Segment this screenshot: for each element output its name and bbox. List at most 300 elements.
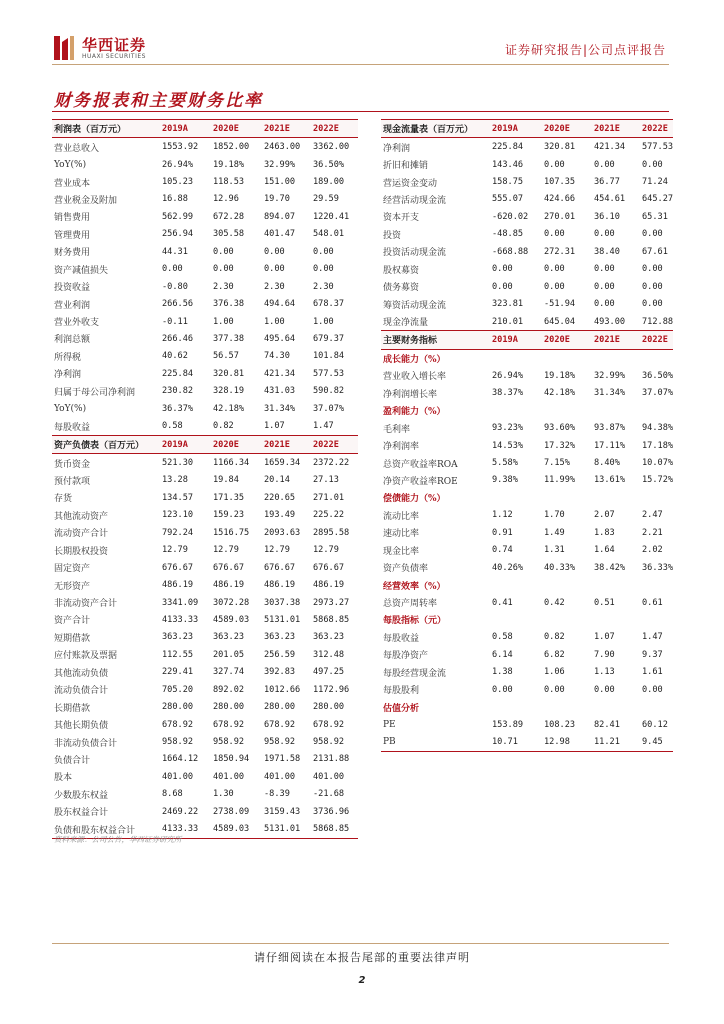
value-cell: 0.58	[162, 421, 183, 432]
value-cell: 19.18%	[544, 370, 576, 381]
value-cell: 270.01	[544, 211, 576, 222]
row-label: 长期股权投资	[54, 546, 109, 557]
value-cell: 645.27	[642, 194, 673, 205]
value-cell: 0.41	[492, 597, 513, 608]
row-label: 现金净流量	[383, 318, 429, 329]
value-cell: 1.00	[313, 316, 334, 327]
value-cell: 676.67	[213, 562, 245, 573]
report-type-label: 证券研究报告|公司点评报告	[504, 43, 666, 57]
value-cell: 1664.12	[162, 754, 199, 765]
value-cell: 210.01	[492, 316, 524, 327]
table-row	[381, 138, 673, 156]
value-cell: 158.75	[492, 177, 524, 188]
value-cell: 377.38	[213, 333, 245, 344]
row-label: 总资产周转率	[383, 599, 438, 610]
row-label: 资产负债表（百万元）	[52, 435, 160, 453]
value-cell: 2.30	[313, 281, 334, 292]
value-cell: 10.07%	[642, 458, 673, 469]
table-row	[381, 226, 673, 243]
value-cell: 5868.85	[311, 821, 358, 839]
value-cell: 8.68	[162, 789, 183, 800]
table-row	[52, 365, 358, 382]
huaxi-logo-icon	[52, 34, 76, 62]
value-cell: 0.00	[264, 264, 285, 275]
row-label: 无形资产	[54, 581, 91, 592]
value-cell: 792.24	[162, 527, 194, 538]
section-heading: 每股指标（元）	[383, 616, 447, 627]
value-cell: 2.30	[264, 281, 285, 292]
table-row	[52, 348, 358, 365]
table-section-row	[381, 489, 673, 506]
row-label: YoY(%)	[54, 403, 87, 414]
value-cell: 9.37	[642, 649, 663, 660]
value-cell: 312.48	[313, 649, 345, 660]
value-cell: 3736.96	[313, 806, 350, 817]
row-label: 所得税	[54, 352, 82, 363]
value-cell: 71.24	[642, 177, 668, 188]
row-label: 财务费用	[54, 248, 91, 259]
value-cell: 225.84	[492, 142, 524, 153]
value-cell: 8.40%	[594, 458, 620, 469]
value-cell: 2019A	[490, 331, 542, 349]
value-cell: 1166.34	[213, 458, 250, 469]
row-label: 净利润	[54, 370, 82, 381]
logo-text-en: HUAXI SECURITIES	[82, 53, 146, 60]
value-cell: 431.03	[264, 386, 296, 397]
value-cell: 2021E	[592, 331, 640, 349]
value-cell: 2021E	[262, 120, 311, 138]
value-cell: -21.68	[313, 789, 345, 800]
value-cell: 118.53	[213, 177, 245, 188]
table-row	[52, 261, 358, 278]
value-cell: 272.31	[544, 246, 576, 257]
value-cell: 1553.92	[162, 142, 199, 153]
value-cell: 112.55	[162, 649, 194, 660]
value-cell: 38.37%	[492, 388, 524, 399]
value-cell: 93.87%	[594, 423, 626, 434]
value-cell: 42.18%	[213, 403, 245, 414]
value-cell: 4589.03	[211, 821, 262, 839]
table-row	[52, 716, 358, 733]
row-label: 债务募资	[383, 283, 420, 294]
table-row	[52, 681, 358, 698]
table-row	[52, 295, 358, 312]
value-cell: 0.00	[544, 229, 565, 240]
value-cell: 12.79	[162, 545, 188, 556]
value-cell: 0.00	[642, 159, 663, 170]
table-row	[52, 664, 358, 681]
value-cell: 2.07	[594, 510, 615, 521]
table-row	[381, 278, 673, 295]
value-cell: 1.38	[492, 667, 513, 678]
row-label: 净利润增长率	[383, 389, 438, 400]
value-cell: 3341.09	[162, 597, 199, 608]
table-row	[52, 559, 358, 576]
value-cell: 0.00	[642, 299, 663, 310]
value-cell: 645.04	[544, 316, 576, 327]
table-section-row	[381, 402, 673, 419]
row-label: 净利润率	[383, 442, 420, 453]
row-label: 预付款项	[54, 476, 91, 487]
value-cell: 1.06	[544, 667, 565, 678]
value-cell: 93.23%	[492, 423, 524, 434]
row-label: 利润表（百万元）	[52, 120, 160, 138]
table-row	[52, 786, 358, 803]
value-cell: 12.98	[542, 733, 592, 751]
value-cell: -668.88	[492, 246, 529, 257]
section-heading: 偿债能力（%）	[383, 494, 446, 505]
table-section-row	[381, 698, 673, 715]
value-cell: 958.92	[213, 737, 245, 748]
value-cell: 101.84	[313, 351, 345, 362]
table-header-row	[52, 120, 358, 138]
row-label: 主要财务指标	[381, 331, 490, 349]
row-label: 股东权益合计	[54, 808, 109, 819]
table-row	[52, 751, 358, 768]
value-cell: 320.81	[213, 368, 245, 379]
header-divider	[52, 64, 669, 65]
value-cell: 2022E	[640, 331, 673, 349]
table-row	[381, 664, 673, 681]
value-cell: 1.30	[213, 789, 234, 800]
row-label: 每股收益	[54, 422, 91, 433]
value-cell: 0.00	[594, 281, 615, 292]
row-label: 固定资产	[54, 564, 91, 575]
value-cell: 5868.85	[313, 614, 350, 625]
table-row	[52, 594, 358, 611]
value-cell: 60.12	[642, 719, 668, 730]
value-cell: 678.37	[313, 299, 345, 310]
value-cell: 494.64	[264, 299, 296, 310]
value-cell: 892.02	[213, 684, 245, 695]
value-cell: 2093.63	[264, 527, 301, 538]
value-cell: 2469.22	[162, 806, 199, 817]
value-cell: 171.35	[213, 492, 245, 503]
value-cell: 37.07%	[313, 403, 345, 414]
value-cell: 65.31	[642, 211, 668, 222]
value-cell: 36.50%	[642, 370, 673, 381]
table-row	[381, 629, 673, 646]
row-label: 非流动资产合计	[54, 599, 118, 610]
value-cell: 392.83	[264, 667, 296, 678]
value-cell: 20.14	[264, 475, 290, 486]
value-cell: 401.00	[213, 771, 245, 782]
value-cell: 1.13	[594, 667, 615, 678]
value-cell: 256.59	[264, 649, 296, 660]
value-cell: 0.00	[544, 159, 565, 170]
row-label: 资产合计	[54, 616, 91, 627]
value-cell: 0.91	[492, 527, 513, 538]
value-cell: 220.65	[264, 492, 296, 503]
row-label: 资产减值损失	[54, 265, 109, 276]
value-cell: 1.00	[264, 316, 285, 327]
value-cell: 486.19	[162, 580, 194, 591]
value-cell: 67.61	[642, 246, 668, 257]
value-cell: 4589.03	[213, 614, 250, 625]
value-cell: -8.39	[264, 789, 290, 800]
value-cell: 153.89	[492, 719, 524, 730]
table-section-row	[381, 576, 673, 593]
table-row	[381, 594, 673, 611]
value-cell: 1012.66	[264, 684, 301, 695]
value-cell: 1971.58	[264, 754, 301, 765]
table-row	[381, 243, 673, 260]
value-cell: -48.85	[492, 229, 524, 240]
table-row	[381, 507, 673, 524]
row-label: 每股净资产	[383, 651, 429, 662]
value-cell: 11.99%	[544, 475, 576, 486]
value-cell: 3037.38	[264, 597, 301, 608]
value-cell: 0.82	[544, 632, 565, 643]
table-row	[381, 208, 673, 225]
value-cell: 678.92	[313, 719, 345, 730]
value-cell: 0.00	[642, 229, 663, 240]
value-cell: 19.84	[213, 475, 239, 486]
table-row	[52, 629, 358, 646]
value-cell: 2019A	[160, 120, 211, 138]
row-label: 营业利润	[54, 300, 91, 311]
row-label: PE	[383, 719, 396, 730]
value-cell: 2020E	[542, 331, 592, 349]
value-cell: 363.23	[213, 632, 245, 643]
value-cell: 328.19	[213, 386, 245, 397]
value-cell: 454.61	[594, 194, 626, 205]
value-cell: 256.94	[162, 229, 194, 240]
row-label: 每股股利	[383, 686, 420, 697]
value-cell: 108.23	[544, 719, 576, 730]
value-cell: 0.58	[492, 632, 513, 643]
table-row	[381, 681, 673, 698]
table-row	[381, 385, 673, 402]
table-row	[52, 542, 358, 559]
value-cell: 562.99	[162, 211, 194, 222]
table-row	[381, 191, 673, 208]
row-label: 营运资金变动	[383, 178, 438, 189]
value-cell: 9.38%	[492, 475, 518, 486]
table-row	[52, 489, 358, 506]
value-cell: 201.05	[213, 649, 245, 660]
value-cell: 12.96	[213, 194, 239, 205]
value-cell: 363.23	[162, 632, 194, 643]
value-cell: 16.88	[162, 194, 188, 205]
value-cell: 13.61%	[594, 475, 626, 486]
row-label: 总资产收益率ROA	[383, 459, 458, 470]
table-row	[381, 156, 673, 173]
table-row	[52, 226, 358, 243]
value-cell: 1850.94	[213, 754, 250, 765]
value-cell: 424.66	[544, 194, 576, 205]
value-cell: 93.60%	[544, 423, 576, 434]
value-cell: 548.01	[313, 229, 345, 240]
value-cell: 19.70	[264, 194, 290, 205]
value-cell: 678.92	[162, 719, 194, 730]
value-cell: 19.18%	[213, 159, 245, 170]
value-cell: 26.94%	[492, 370, 524, 381]
row-label: 流动比率	[383, 511, 420, 522]
value-cell: 2.47	[642, 510, 663, 521]
table-row	[52, 383, 358, 400]
row-label: 毛利率	[383, 424, 411, 435]
logo-text-cn: 华西证券	[82, 36, 147, 54]
value-cell: 0.82	[213, 421, 234, 432]
table-row	[381, 437, 673, 454]
value-cell: 17.32%	[544, 440, 576, 451]
table-row	[52, 507, 358, 524]
value-cell: 0.00	[642, 281, 663, 292]
row-label: 营业税金及附加	[54, 195, 118, 206]
table-row	[52, 243, 358, 260]
row-label: 流动负债合计	[54, 686, 109, 697]
value-cell: 40.26%	[492, 562, 524, 573]
table-row	[52, 191, 358, 208]
value-cell: 2.30	[213, 281, 234, 292]
left-financial-table	[52, 119, 358, 839]
value-cell: 958.92	[162, 737, 194, 748]
value-cell: 590.82	[313, 386, 345, 397]
section-heading: 盈利能力（%）	[383, 407, 446, 418]
value-cell: 143.46	[492, 159, 524, 170]
value-cell: 229.41	[162, 667, 194, 678]
value-cell: 678.92	[213, 719, 245, 730]
huaxi-logo	[52, 32, 162, 66]
value-cell: 958.92	[264, 737, 296, 748]
value-cell: 493.00	[594, 316, 626, 327]
value-cell: 271.01	[313, 492, 345, 503]
row-label: YoY(%)	[54, 159, 87, 170]
value-cell: 40.33%	[544, 562, 576, 573]
value-cell: 3159.43	[264, 806, 301, 817]
value-cell: 32.99%	[594, 370, 626, 381]
value-cell: 123.10	[162, 510, 194, 521]
table-row	[52, 417, 358, 435]
value-cell: 17.18%	[642, 440, 673, 451]
value-cell: 676.67	[313, 562, 345, 573]
value-cell: 679.37	[313, 333, 345, 344]
table-row	[381, 542, 673, 559]
value-cell: 0.00	[492, 264, 513, 275]
row-label: 存货	[54, 494, 73, 505]
value-cell: 12.79	[264, 545, 290, 556]
row-label: 营业收入增长率	[383, 372, 447, 383]
value-cell: 0.00	[594, 264, 615, 275]
value-cell: 7.15%	[544, 458, 570, 469]
table-row	[381, 472, 673, 489]
value-cell: 320.81	[544, 142, 576, 153]
value-cell: 2.02	[642, 545, 663, 556]
value-cell: 3072.28	[213, 597, 250, 608]
value-cell: 401.00	[264, 771, 296, 782]
table-row	[381, 559, 673, 576]
value-cell: 36.37%	[162, 403, 194, 414]
row-label: 少数股东权益	[54, 790, 109, 801]
value-cell: 32.99%	[264, 159, 296, 170]
value-cell: 105.23	[162, 177, 194, 188]
value-cell: -620.02	[492, 211, 529, 222]
value-cell: 0.00	[544, 264, 565, 275]
value-cell: 0.00	[313, 246, 334, 257]
value-cell: 0.00	[492, 684, 513, 695]
footer-divider	[52, 943, 669, 944]
value-cell: 9.45	[640, 733, 673, 751]
value-cell: 327.74	[213, 667, 245, 678]
value-cell: 495.64	[264, 333, 296, 344]
value-cell: 421.34	[594, 142, 626, 153]
title-divider	[52, 111, 669, 112]
value-cell: 2.21	[642, 527, 663, 538]
value-cell: 2022E	[640, 120, 673, 138]
row-label: 资本开支	[383, 213, 420, 224]
right-financial-table	[381, 119, 673, 752]
value-cell: 672.28	[213, 211, 245, 222]
value-cell: 6.82	[544, 649, 565, 660]
value-cell: 151.00	[264, 177, 296, 188]
value-cell: 1.12	[492, 510, 513, 521]
table-row	[52, 138, 358, 156]
row-label: 资产负债率	[383, 564, 429, 575]
value-cell: 676.67	[264, 562, 296, 573]
section-title: 财务报表和主要财务比率	[54, 91, 263, 111]
row-label: 投资收益	[54, 283, 91, 294]
value-cell: 1.47	[313, 421, 334, 432]
value-cell: 36.50%	[313, 159, 345, 170]
row-label: 利润总额	[54, 335, 91, 346]
value-cell: 676.67	[162, 562, 194, 573]
table-row	[52, 524, 358, 541]
value-cell: 1.31	[544, 545, 565, 556]
value-cell: 36.33%	[642, 562, 673, 573]
value-cell: 678.92	[264, 719, 296, 730]
table-row	[52, 472, 358, 489]
table-header-row	[381, 331, 673, 349]
value-cell: 1.49	[544, 527, 565, 538]
value-cell: 2973.27	[313, 597, 350, 608]
value-cell: 705.20	[162, 684, 194, 695]
table-row	[381, 419, 673, 436]
value-cell: 26.94%	[162, 159, 194, 170]
value-cell: 0.00	[594, 684, 615, 695]
value-cell: 280.00	[162, 702, 194, 713]
section-heading: 经营效率（%）	[383, 581, 446, 592]
row-label: 每股收益	[383, 633, 420, 644]
table-row	[52, 454, 358, 472]
value-cell: 10.71	[490, 733, 542, 751]
value-cell: 2019A	[490, 120, 542, 138]
table-header-row	[52, 435, 358, 453]
table-row	[52, 173, 358, 190]
value-cell: 11.21	[592, 733, 640, 751]
value-cell: 280.00	[264, 702, 296, 713]
value-cell: 0.00	[642, 264, 663, 275]
value-cell: 0.42	[544, 597, 565, 608]
value-cell: 0.00	[213, 264, 234, 275]
table-section-row	[381, 349, 673, 367]
value-cell: 577.53	[642, 142, 673, 153]
value-cell: 94.38%	[642, 423, 673, 434]
row-label: 短期借款	[54, 633, 91, 644]
value-cell: 497.25	[313, 667, 345, 678]
value-cell: 38.42%	[594, 562, 626, 573]
value-cell: 1.47	[642, 632, 663, 643]
value-cell: 2020E	[211, 435, 262, 453]
value-cell: 2895.58	[313, 527, 350, 538]
value-cell: -0.80	[162, 281, 188, 292]
value-cell: 1.64	[594, 545, 615, 556]
row-label: 其他流动资产	[54, 511, 109, 522]
row-label: 归属于母公司净利润	[54, 387, 136, 398]
value-cell: 36.77	[594, 177, 620, 188]
value-cell: 44.31	[162, 246, 188, 257]
value-cell: 3362.00	[313, 142, 350, 153]
